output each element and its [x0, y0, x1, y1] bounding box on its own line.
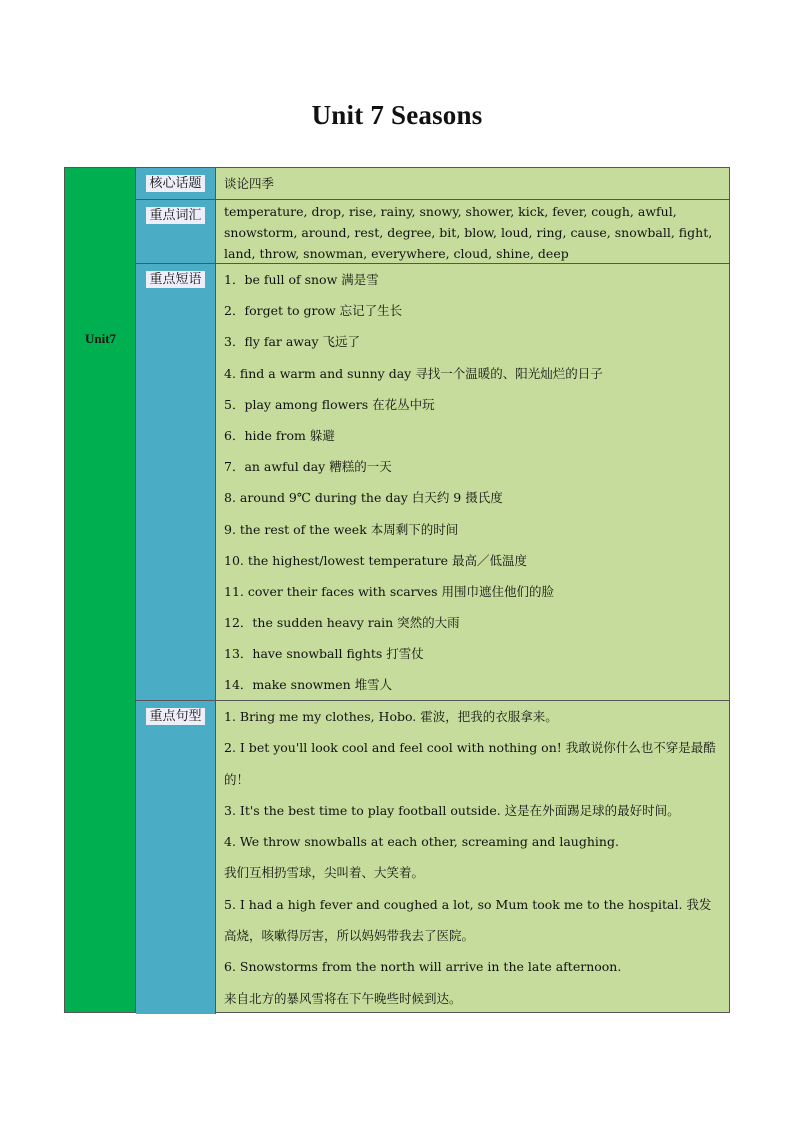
sentence-item: 6. Snowstorms from the north will arrive in the late afternoon.: [224, 959, 622, 975]
sentence-item: 4. We throw snowballs at each other, screaming and laughing.: [224, 834, 619, 850]
summary-table: [64, 167, 730, 1013]
sentence-item: 1. Bring me my clothes, Hobo. 霍波，把我的衣服拿来。: [224, 709, 558, 724]
phrase-item: 13．have snowball fights 打雪仗: [224, 646, 424, 662]
sentence-item: 3. It's the best time to play football outside. 这是在外面踢足球的最好时间。: [224, 802, 680, 818]
sentence-item: 2. I bet you'll look cool and feel cool with nothing on! 我敢说你什么也不穿是最酷的！: [224, 740, 716, 787]
sentences-label-cell: [136, 701, 216, 1014]
topic-label-cell: [136, 168, 216, 199]
sentences-label: 重点句型: [146, 708, 205, 725]
phrase-item: 3．fly far away 飞远了: [224, 334, 360, 350]
phrase-item: 7．an awful day 糟糕的一天: [224, 459, 392, 475]
topic-text: 谈论四季: [224, 176, 275, 191]
phrase-item: 6．hide from 躲避: [224, 427, 335, 443]
sentences-row: [136, 701, 729, 1014]
vocab-row: [136, 200, 729, 264]
phrase-item: 9. the rest of the week 本周剩下的时间: [224, 521, 459, 537]
phrase-item: 1．be full of snow 满是雪: [224, 272, 379, 287]
sentence-item: 5. I had a high fever and coughed a lot, so Mum took me to the hospital. 我发高烧，咳嗽得厉害，所以妈妈带我去了医院。: [224, 896, 712, 944]
phrase-item: 2．forget to grow 忘记了生长: [224, 303, 403, 319]
topic-row: [136, 168, 729, 200]
phrases-list: [224, 264, 723, 701]
unit-column: [65, 168, 136, 1012]
topic-content: [224, 168, 723, 199]
phrase-item: 11. cover their faces with scarves 用围巾遮住他们的脸: [224, 583, 555, 599]
phrases-row: [136, 264, 729, 701]
phrases-label: 重点短语: [146, 271, 205, 288]
sentence-translation: 来自北方的暴风雪将在下午晚些时候到达。: [224, 990, 462, 1006]
phrase-item: 8. around 9℃ during the day 白天约 9 摄氏度: [224, 490, 503, 506]
vocab-label: 重点词汇: [146, 207, 205, 224]
phrases-label-cell: [136, 264, 216, 700]
vocab-content: [224, 200, 723, 264]
vocab-label-cell: [136, 200, 216, 263]
sentence-translation: 我们互相扔雪球，尖叫着、大笑着。: [224, 865, 425, 881]
unit-label: Unit7: [84, 331, 117, 346]
phrase-item: 4. find a warm and sunny day 寻找一个温暖的、阳光灿烂的日子: [224, 365, 603, 381]
phrase-item: 14．make snowmen 堆雪人: [224, 677, 393, 693]
phrase-item: 5．play among flowers 在花丛中玩: [224, 396, 435, 412]
page-title: Unit 7 Seasons: [311, 100, 483, 130]
topic-label: 核心话题: [146, 175, 205, 192]
phrase-item: 12．the sudden heavy rain 突然的大雨: [224, 615, 460, 631]
vocab-text: temperature, drop, rise, rainy, snowy, shower, kick, fever, cough, awful, snowstorm, around, rest, degree, bit, blow, loud, ring, cause, snowball, fight, land, throw, snowman, everywhere, cloud, shine, deep: [224, 204, 713, 261]
sentences-list: [224, 701, 723, 1014]
phrase-item: 10. the highest/lowest temperature 最高／低温度: [224, 552, 527, 568]
